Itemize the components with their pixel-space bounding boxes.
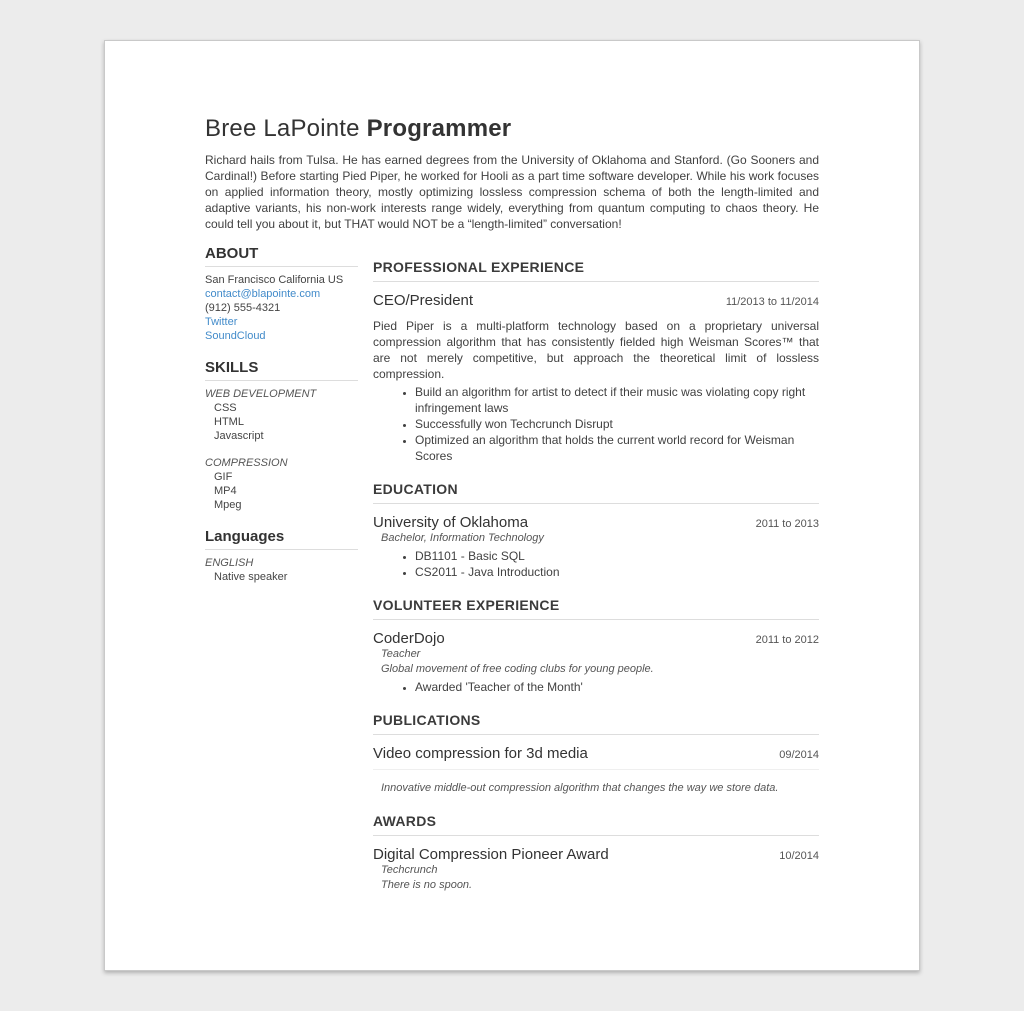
- publication-divider: [373, 769, 819, 770]
- experience-bullet: • Optimized an algorithm that holds the current world record for Weisman Scores: [415, 432, 819, 464]
- volunteer-organization: CoderDojo: [373, 630, 445, 647]
- skills-heading: SKILLS: [205, 359, 358, 381]
- content-columns: [205, 245, 819, 910]
- main-column: [373, 245, 819, 910]
- award-item-head: [373, 846, 819, 863]
- education-bullet-list: [373, 548, 819, 580]
- sidebar: [205, 245, 358, 910]
- volunteer-experience-heading: VOLUNTEER EXPERIENCE: [373, 597, 819, 620]
- professional-experience-heading: PROFESSIONAL EXPERIENCE: [373, 259, 819, 282]
- skill-group-name: WEB DEVELOPMENT: [205, 388, 317, 400]
- skill-item: Mpeg: [214, 499, 242, 511]
- skills-section: [205, 359, 358, 512]
- publications-section: [373, 712, 819, 796]
- experience-date: 11/2013 to 11/2014: [725, 296, 819, 308]
- education-bullet: • DB1101 - Basic SQL: [415, 548, 819, 564]
- about-heading: ABOUT: [205, 245, 358, 267]
- volunteer-experience-section: [373, 597, 819, 695]
- education-section: [373, 481, 819, 580]
- education-bullet: • CS2011 - Java Introduction: [415, 564, 819, 580]
- publication-item-head: [373, 745, 819, 762]
- profile-summary: Richard hails from Tulsa. He has earned degrees from the University of Oklahoma and Stanford. (Go Sooners and Cardinal!) Before starting Pied Piper, he worked for Hooli as a part time software developer. While his work focuses on applied information theory, mostly optimizing lossless compression schema of both the length-limited and adaptive variants, his non-work interests range widely, everything from quantum computing to chaos theory. He could tell you about it, but THAT would NOT be a “length-limited” conversation!: [205, 153, 819, 231]
- experience-item-head: [373, 292, 819, 309]
- award-issuer: Techcrunch: [381, 864, 438, 876]
- award-note: There is no spoon.: [381, 879, 473, 891]
- volunteer-item: [373, 630, 819, 695]
- experience-description: Pied Piper is a multi-platform technology based on a proprietary universal compression algorithm that has consistently fielded high Weisman Scores™ that are not merely competitive, but approach the theoretical limit of lossless compression.: [373, 319, 819, 381]
- education-degree: Bachelor, Information Technology: [381, 532, 544, 544]
- twitter-link[interactable]: Twitter: [205, 316, 238, 328]
- volunteer-role: Teacher: [381, 648, 421, 660]
- volunteer-bullet: • Awarded 'Teacher of the Month': [415, 679, 819, 695]
- skill-item: GIF: [214, 471, 233, 483]
- education-item-head: [373, 514, 819, 531]
- publications-heading: PUBLICATIONS: [373, 712, 819, 735]
- volunteer-date: 2011 to 2012: [755, 634, 819, 646]
- volunteer-bullet-list: [373, 679, 819, 695]
- about-section: [205, 245, 358, 343]
- professional-experience-section: [373, 259, 819, 464]
- resume-header: [205, 115, 819, 232]
- skill-group-compression: [205, 456, 358, 512]
- education-school: University of Oklahoma: [373, 514, 529, 531]
- volunteer-item-head: [373, 630, 819, 647]
- education-heading: EDUCATION: [373, 481, 819, 504]
- skill-group-web-development: [205, 387, 358, 443]
- award-title: Digital Compression Pioneer Award: [373, 846, 609, 863]
- publication-item: [373, 745, 819, 796]
- skill-item: CSS: [214, 402, 237, 414]
- skill-item: Javascript: [214, 430, 264, 442]
- skill-group-name: COMPRESSION: [205, 457, 288, 469]
- awards-heading: AWARDS: [373, 813, 819, 836]
- experience-bullet-list: [373, 384, 819, 464]
- awards-section: [373, 813, 819, 893]
- resume-paper: [104, 40, 920, 971]
- language-level: Native speaker: [214, 571, 288, 583]
- award-date: 10/2014: [779, 850, 819, 862]
- location-text: San Francisco California US: [205, 274, 344, 286]
- publication-title: Video compression for 3d media: [373, 745, 588, 762]
- phone-text: (912) 555-4321: [205, 302, 281, 314]
- experience-title: CEO/President: [373, 292, 474, 309]
- language-group-english: [205, 556, 358, 584]
- person-name: Bree LaPointe: [205, 115, 360, 142]
- volunteer-note: Global movement of free coding clubs for young people.: [381, 663, 654, 675]
- language-name: ENGLISH: [205, 557, 254, 569]
- languages-section: [205, 528, 358, 584]
- soundcloud-link[interactable]: SoundCloud: [205, 330, 266, 342]
- skill-item: MP4: [214, 485, 237, 497]
- page-title: [205, 115, 819, 143]
- publication-summary: Innovative middle-out compression algorithm that changes the way we store data.: [381, 782, 779, 794]
- email-link[interactable]: contact@blapointe.com: [205, 288, 321, 300]
- education-item: [373, 514, 819, 580]
- award-item: [373, 846, 819, 893]
- experience-bullet: • Build an algorithm for artist to detect if their music was violating copy right infringement laws: [415, 384, 819, 416]
- experience-item: [373, 292, 819, 464]
- languages-heading: Languages: [205, 528, 358, 550]
- person-job-title: Programmer: [366, 115, 512, 142]
- skill-item: HTML: [214, 416, 244, 428]
- experience-bullet: • Successfully won Techcrunch Disrupt: [415, 416, 819, 432]
- education-date: 2011 to 2013: [755, 518, 819, 530]
- publication-date: 09/2014: [779, 749, 819, 761]
